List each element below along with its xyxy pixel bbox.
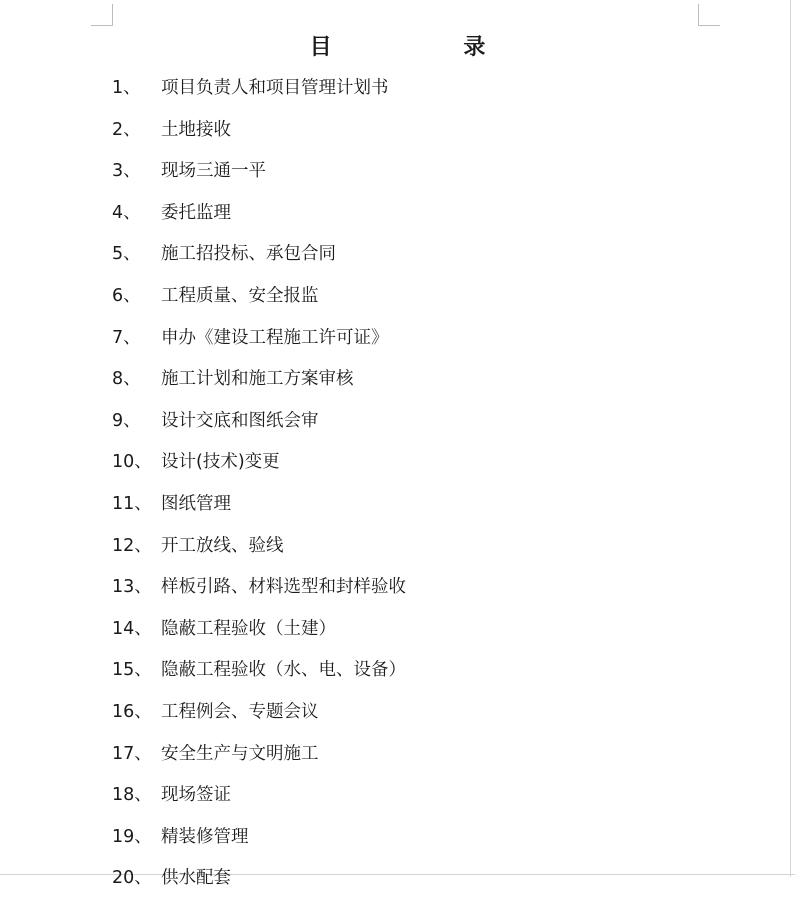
toc-item-number: 2、	[112, 119, 141, 140]
toc-item-number: 5、	[112, 244, 141, 265]
page-title: 目 录	[309, 34, 548, 60]
toc-item-number: 10、	[112, 452, 152, 473]
toc-item-text: 施工计划和施工方案审核	[161, 369, 354, 390]
toc-item-number: 16、	[112, 701, 152, 722]
toc-item-number: 6、	[112, 285, 141, 306]
toc-item[interactable]	[0, 282, 795, 324]
toc-item[interactable]	[0, 240, 795, 282]
toc-item-number: 20、	[112, 868, 152, 889]
toc-item[interactable]	[0, 532, 795, 574]
toc-item-text: 开工放线、验线	[161, 535, 284, 556]
toc-item-text: 样板引路、材料选型和封样验收	[161, 577, 406, 598]
toc-item-number: 11、	[112, 493, 152, 514]
table-of-contents	[0, 74, 795, 906]
toc-item[interactable]	[0, 157, 795, 199]
toc-item-text: 隐蔽工程验收（水、电、设备）	[161, 660, 406, 681]
toc-item-number: 4、	[112, 202, 141, 223]
toc-item-text: 设计(技术)变更	[161, 452, 280, 473]
toc-item[interactable]	[0, 407, 795, 449]
toc-item[interactable]	[0, 573, 795, 615]
toc-item-text: 现场签证	[161, 785, 231, 806]
toc-item[interactable]	[0, 490, 795, 532]
toc-item-number: 14、	[112, 618, 152, 639]
toc-item[interactable]	[0, 615, 795, 657]
toc-item-number: 1、	[112, 78, 141, 98]
toc-item-number: 13、	[112, 577, 152, 598]
toc-item[interactable]	[0, 698, 795, 740]
toc-item-number: 15、	[112, 660, 152, 681]
toc-item-text: 供水配套	[161, 868, 231, 889]
toc-item-text: 安全生产与文明施工	[161, 743, 319, 764]
toc-item-text: 工程质量、安全报监	[161, 285, 319, 306]
toc-item-text: 设计交底和图纸会审	[161, 410, 319, 431]
toc-item-text: 项目负责人和项目管理计划书	[161, 78, 389, 98]
toc-item[interactable]	[0, 365, 795, 407]
toc-item[interactable]	[0, 116, 795, 158]
toc-item-number: 8、	[112, 369, 141, 390]
toc-item-number: 3、	[112, 161, 141, 182]
toc-item-text: 精装修管理	[161, 826, 249, 847]
toc-item-text: 工程例会、专题会议	[161, 701, 319, 722]
toc-item[interactable]	[0, 781, 795, 823]
toc-item-text: 现场三通一平	[161, 161, 266, 182]
toc-item[interactable]	[0, 74, 795, 116]
toc-item-text: 图纸管理	[161, 493, 231, 514]
toc-item-number: 9、	[112, 410, 141, 431]
toc-item[interactable]	[0, 199, 795, 241]
toc-item-number: 7、	[112, 327, 141, 348]
toc-item-number: 19、	[112, 826, 152, 847]
toc-item[interactable]	[0, 740, 795, 782]
toc-item-number: 18、	[112, 785, 152, 806]
page-corner-mark-top-right	[698, 4, 720, 26]
toc-item[interactable]	[0, 656, 795, 698]
toc-item-text: 申办《建设工程施工许可证》	[161, 327, 389, 348]
toc-item[interactable]	[0, 823, 795, 865]
toc-item-number: 17、	[112, 743, 152, 764]
toc-item-text: 土地接收	[161, 119, 231, 140]
toc-item-text: 隐蔽工程验收（土建）	[161, 618, 336, 639]
toc-item[interactable]	[0, 448, 795, 490]
toc-item-text: 施工招投标、承包合同	[161, 244, 336, 265]
toc-item[interactable]	[0, 324, 795, 366]
toc-item-number: 12、	[112, 535, 152, 556]
page-corner-mark-top-left	[91, 4, 113, 26]
toc-item[interactable]	[0, 864, 795, 906]
toc-item-text: 委托监理	[161, 202, 231, 223]
